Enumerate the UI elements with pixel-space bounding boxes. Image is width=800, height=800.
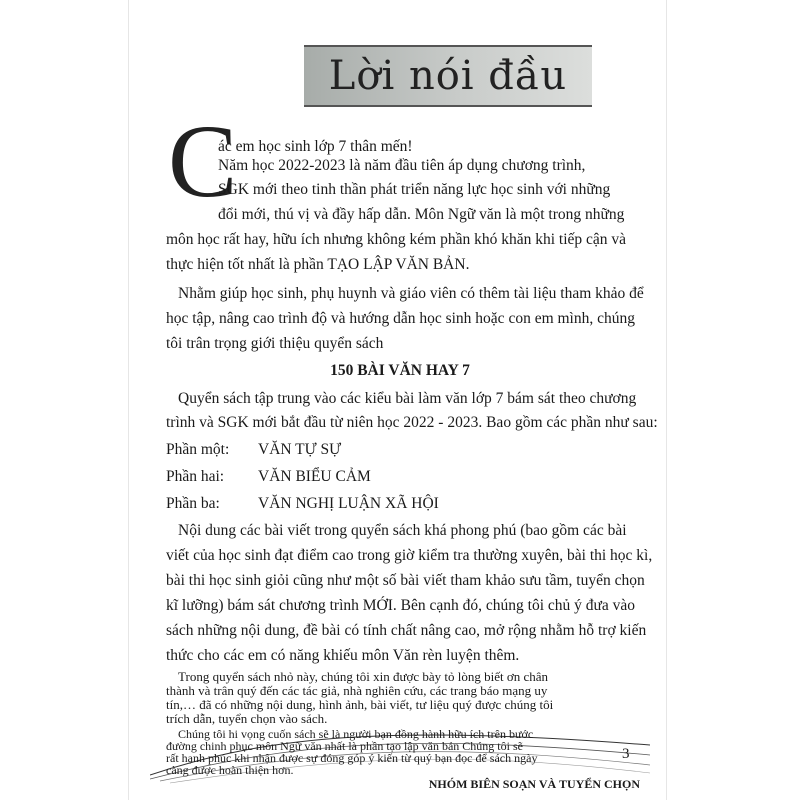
detail-line-4: kĩ lưỡng) bám sát chương trình MỚI. Bên cạnh đó, chúng tôi chủ ý đưa vào bbox=[166, 597, 636, 614]
page-number: 3 bbox=[622, 746, 630, 762]
intro-line-4: đổi mới, thú vị và đầy hấp dẫn. Môn Ngữ văn là một trong những bbox=[218, 206, 625, 223]
purpose-line-1: Nhằm giúp học sinh, phụ huynh và giáo viên có thêm tài liệu tham khảo để bbox=[178, 285, 644, 302]
thanks-line-2: thành và trân quý đến các tác giả, nhà nghiên cứu, các trang báo mạng uy bbox=[166, 683, 548, 698]
intro-line-2: Năm học 2022-2023 là năm đầu tiên áp dụng chương trình, bbox=[218, 157, 586, 174]
detail-line-5: sách những nội dung, đề bài có tính chất nâng cao, mở rộng nhằm hỗ trợ kiến bbox=[166, 622, 647, 639]
purpose-line-2: học tập, nâng cao trình độ và hướng dẫn học sinh hoặc con em mình, chúng bbox=[166, 310, 635, 327]
part-one-name: VĂN TỰ SỰ bbox=[258, 441, 342, 458]
book-title: 150 BÀI VĂN HAY 7 bbox=[330, 362, 470, 379]
thanks-line-4: trích dẫn, tuyển chọn vào sách. bbox=[166, 711, 328, 726]
drop-cap: C bbox=[168, 104, 238, 219]
part-one-label: Phần một: bbox=[166, 441, 230, 458]
content-intro-line-1: Quyển sách tập trung vào các kiểu bài làm văn lớp 7 bám sát theo chương bbox=[178, 390, 637, 407]
purpose-line-3: tôi trân trọng giới thiệu quyển sách bbox=[166, 335, 384, 352]
page-title: Lời nói đầu bbox=[328, 53, 568, 99]
signature: NHÓM BIÊN SOẠN VÀ TUYỂN CHỌN bbox=[428, 777, 640, 791]
detail-line-3: bài thi học sinh giỏi cũng như một số bài viết tham khảo sưu tầm, tuyển chọn bbox=[166, 572, 645, 589]
hope-line-1: Chúng tôi hi vọng cuốn sách sẽ là người bạn đồng hành hữu ích trên bước bbox=[178, 727, 534, 741]
intro-line-5: môn học rất hay, hữu ích nhưng không kém phần khó khăn khi tiếp cận và bbox=[166, 231, 627, 248]
intro-line-1: ác em học sinh lớp 7 thân mến! bbox=[218, 138, 413, 155]
part-three-label: Phần ba: bbox=[166, 495, 220, 512]
thanks-line-3: tín,… đã có những nội dung, hình ảnh, bài viết, tư liệu quý được chúng tôi bbox=[166, 697, 554, 712]
thanks-line-1: Trong quyển sách nhỏ này, chúng tôi xin được bày tỏ lòng biết ơn chân bbox=[178, 669, 549, 684]
content-intro-line-2: trình và SGK mới bắt đầu từ niên học 2022 - 2023. Bao gồm các phần như sau: bbox=[166, 414, 658, 431]
intro-line-3: SGK mới theo tinh thần phát triển năng lực học sinh với những bbox=[218, 181, 611, 198]
detail-line-6: thức cho các em có năng khiếu môn Văn rèn luyện thêm. bbox=[166, 647, 520, 664]
hope-line-4: càng được hoàn thiện hơn. bbox=[166, 763, 294, 777]
hope-line-2: đường chinh phục môn Ngữ văn nhất là phần tạo lập văn bản Chúng tôi sẽ bbox=[166, 739, 523, 753]
part-three-name: VĂN NGHỊ LUẬN XÃ HỘI bbox=[258, 495, 439, 512]
part-two-label: Phần hai: bbox=[166, 468, 225, 485]
detail-line-2: viết của học sinh đạt điểm cao trong giờ kiểm tra thường xuyên, bài thi học kì, bbox=[166, 547, 653, 564]
part-two-name: VĂN BIỂU CẢM bbox=[258, 468, 371, 485]
detail-line-1: Nội dung các bài viết trong quyển sách khá phong phú (bao gồm các bài bbox=[178, 522, 627, 539]
hope-line-3: rất hạnh phúc khi nhận được sự đóng góp ý kiến từ quý bạn đọc để sách ngày bbox=[166, 751, 538, 765]
intro-line-6: thực hiện tốt nhất là phần TẠO LẬP VĂN BẢN. bbox=[166, 256, 470, 273]
